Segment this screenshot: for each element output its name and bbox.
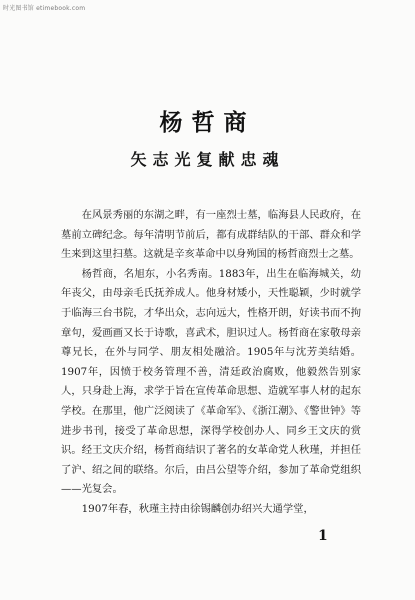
paragraph-1: 在风景秀丽的东湖之畔，有一座烈士墓，临海县人民政府，在墓前立碑纪念。每年清明节前后，都有成群结队的干部、群众和学生来到这里扫墓。这就是辛亥革命中以身殉国的杨哲商烈士之墓。 <box>61 209 361 261</box>
chapter-title: 杨哲商 <box>159 109 256 136</box>
body-text <box>61 206 361 520</box>
page-number: 1 <box>318 528 328 544</box>
paragraph-3: 1907年春，秋瑾主持由徐锡麟创办绍兴大通学堂， <box>81 502 314 515</box>
watermark: 时光图书馆 etimebook.com <box>3 5 86 12</box>
paragraph-2: 杨哲商，名旭东，小名秀南。1883年，出生在临海城关，幼年丧父，由母亲毛氏抚养成人。他身材矮小，天性聪颖，少时就学于临海三台书院，才华出众，志向远大，性格开朗，好读书而不拘章句，爱画画又长于诗歌，喜武术，胆识过人。杨哲商在家敬母亲尊兄长，在外与同学、朋友相处融洽。1905年与沈芳美结婚。1907年，因愤于校务管理不善，清廷政治腐败，他毅然告别家人，只身赴上海，求学于旨在宣传革命思想、造就军事人材的起东学校。在那里，他广泛阅读了《革命军》、《浙江潮》、《警世钟》等进步书刊，接受了革命思想，深得学校创办人、同乡王文庆的赏识。经王文庆介绍，杨哲商结识了著名的女革命党人秋瑾，并担任了沪、绍之间的联络。尔后，由吕公望等介绍，参加了革命党组织——光复会。 <box>61 267 361 496</box>
chapter-subtitle: 矢志光复献忠魂 <box>130 150 285 169</box>
